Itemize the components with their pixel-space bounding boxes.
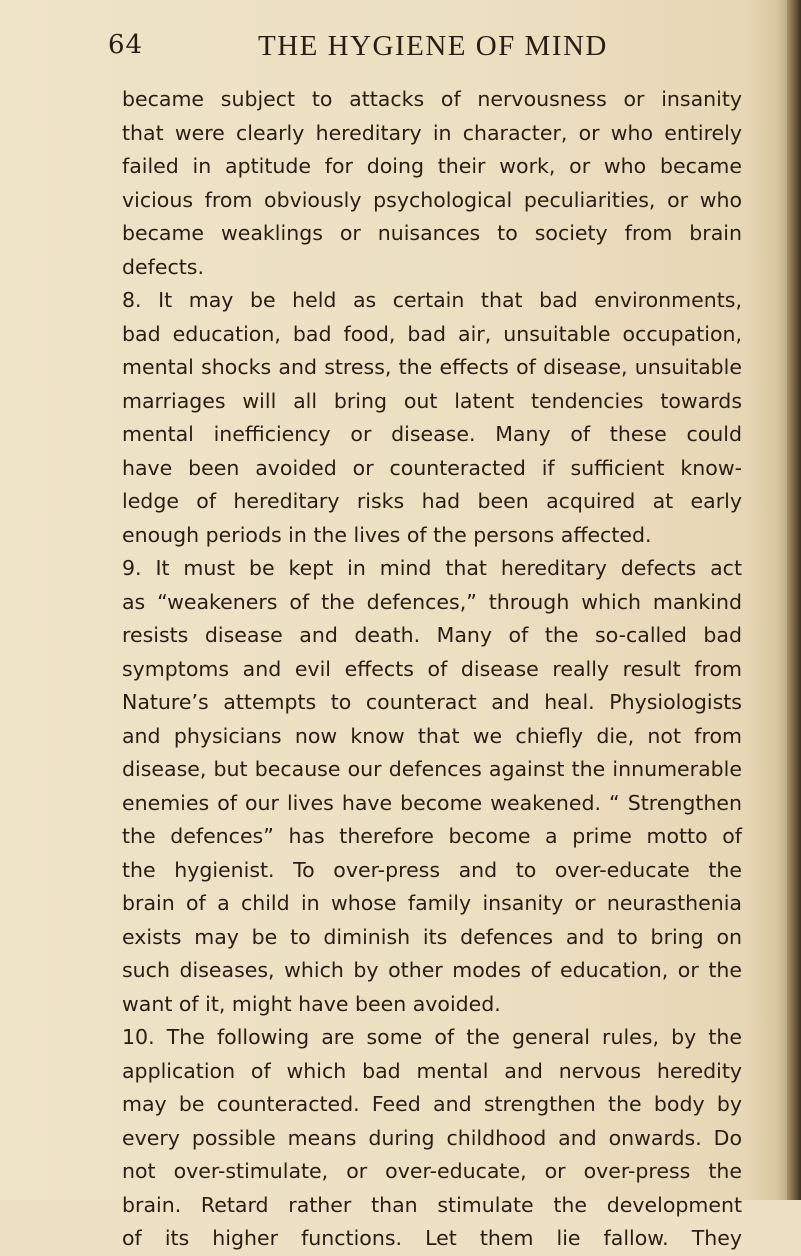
text-line: Nature’s attempts to counteract and heal. Physiologists xyxy=(122,690,742,714)
text-line: symptoms and evil effects of disease really result from xyxy=(122,656,742,681)
text-line: and physicians now know that we chiefly die, not from xyxy=(122,723,742,748)
text-line: not over-stimulate, or over-educate, or over-press the xyxy=(122,1159,742,1183)
text-line: want of it, might have been avoided. xyxy=(122,991,501,1016)
text-line: 8. It may be held as certain that bad environments, xyxy=(122,288,742,312)
text-line: defects. xyxy=(122,254,204,279)
text-line: may be counteracted. Feed and strengthen the body by xyxy=(122,1092,742,1116)
text-line: brain of a child in whose family insanity or neurasthenia xyxy=(122,891,742,915)
text-line: mental inefficiency or disease. Many of these could xyxy=(122,422,742,446)
text-line: of its higher functions. Let them lie fallow. They xyxy=(122,1226,742,1250)
text-line: exists may be to diminish its defences and to bring on xyxy=(122,924,742,949)
text-line: enemies of our lives have become weakened. “ Strengthen xyxy=(122,790,742,815)
text-line: failed in aptitude for doing their work, or who became xyxy=(122,154,742,178)
text-line: as “weakeners of the defences,” through which mankind xyxy=(122,589,742,614)
body-text xyxy=(122,83,742,1256)
text-line: 9. It must be kept in mind that hereditary defects act xyxy=(122,556,742,580)
text-line: marriages will all bring out latent tendencies towards xyxy=(122,388,742,413)
text-line: resists disease and death. Many of the so-called bad xyxy=(122,623,742,647)
text-line: mental shocks and stress, the effects of disease, unsuitable xyxy=(122,355,742,379)
text-line: became weaklings or nuisances to society from brain xyxy=(122,221,742,245)
text-line: 10. The following are some of the general rules, by the xyxy=(122,1025,742,1049)
text-line: the defences” has therefore become a prime motto of xyxy=(122,824,742,848)
text-line: have been avoided or counteracted if sufficient know- xyxy=(122,455,742,480)
page-edge xyxy=(787,0,801,1200)
page-number: 64 xyxy=(108,30,144,60)
text-line: every possible means during childhood and onwards. Do xyxy=(122,1125,742,1150)
text-line: disease, but because our defences against the innumerable xyxy=(122,757,742,781)
page-header xyxy=(0,30,801,70)
text-line: vicious from obviously psychological peculiarities, or who xyxy=(122,187,742,212)
text-line: ledge of hereditary risks had been acquired at early xyxy=(122,489,742,513)
running-title: THE HYGIENE OF MIND xyxy=(258,30,608,62)
text-line: brain. Retard rather than stimulate the development xyxy=(122,1192,742,1217)
text-line: such diseases, which by other modes of education, or the xyxy=(122,958,742,982)
text-line: the hygienist. To over-press and to over-educate the xyxy=(122,857,742,882)
text-line: that were clearly hereditary in character, or who entirely xyxy=(122,120,742,145)
text-line: application of which bad mental and nervous heredity xyxy=(122,1058,742,1083)
text-line: became subject to attacks of nervousness or insanity xyxy=(122,87,742,111)
text-line: bad education, bad food, bad air, unsuitable occupation, xyxy=(122,321,742,346)
text-line: enough periods in the lives of the persons affected. xyxy=(122,522,652,547)
